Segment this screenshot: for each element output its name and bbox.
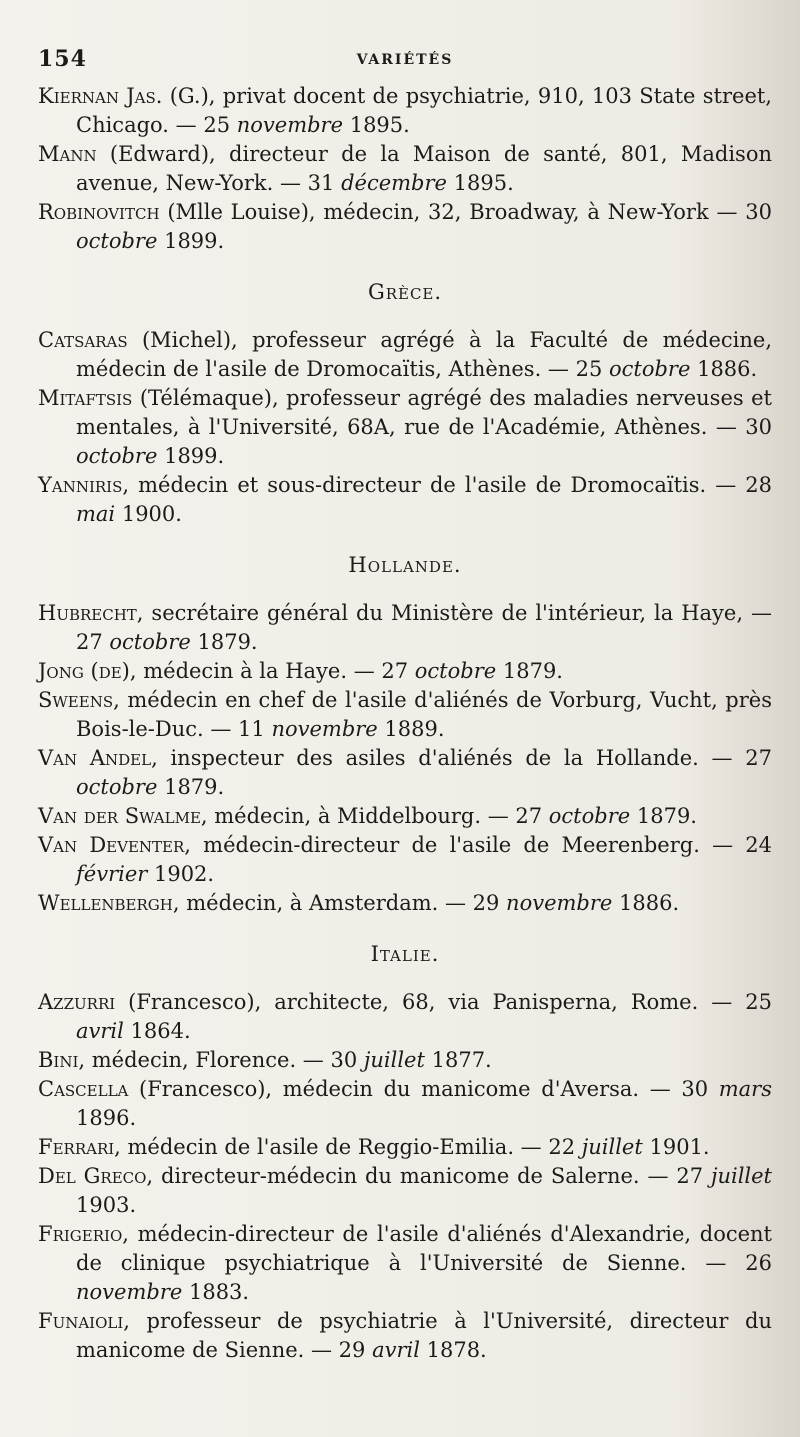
entry-year: 1901. [642,1135,710,1159]
entry-month: février [76,862,148,886]
entry-name: Ferrari [38,1135,115,1159]
entry-text: , médecin-directeur de l'asile d'aliénés d'Alexandrie, docent de clinique psychiatrique à l'Université de Sienne. — 26 [76,1222,772,1275]
entry-year: 1879. [630,804,697,828]
entry-name: Azzurri [38,990,116,1014]
entry-text: , secrétaire général du Ministère de l'intérieur, la Haye, — 27 [76,601,772,654]
entry-name: Mann [38,142,97,166]
entry-text: , inspecteur des asiles d'aliénés de la Hollande. — 27 [151,746,772,770]
entry-month: octobre [76,229,158,253]
entry-year: 1896. [76,1106,137,1130]
entry-year: 1903. [76,1193,137,1217]
directory-entry [38,1133,772,1162]
directory-entry [38,686,772,744]
entry-month: octobre [609,357,691,381]
directory-entry [38,889,772,918]
entry-month: novembre [236,113,344,137]
entry-name: Bini [38,1048,79,1072]
entry-name: Yanniris [38,473,123,497]
entry-year: 1899. [157,444,225,468]
directory-entry [38,384,772,471]
entry-text: , médecin à la Haye. — 27 [129,659,415,683]
entry-year: 1889. [377,717,445,741]
running-head [38,40,772,82]
entry-year: 1886. [612,891,680,915]
directory-entry [38,198,772,256]
entry-text: , médecin en chef de l'asile d'aliénés de Vorburg, Vucht, près Bois-le-Duc. — 11 [76,688,772,741]
entry-name: Cascella [38,1077,129,1101]
directory-entry [38,599,772,657]
entry-year: 1899. [157,229,225,253]
section-spacer [38,918,772,934]
directory-entry [38,802,772,831]
entry-month: novembre [506,891,613,915]
entry-text: , médecin, Florence. — 30 [78,1048,364,1072]
entry-month: octobre [548,804,631,828]
directory-entry [38,82,772,140]
entry-name: Sweens [38,688,114,712]
entry-name: Wellenbergh [38,891,173,915]
directory-listing [38,82,772,1381]
directory-entry [38,326,772,384]
entry-month: novembre [271,717,378,741]
directory-entry [38,831,772,889]
entry-name: Hubrecht [38,601,137,625]
entry-year: 1879. [496,659,563,683]
entry-text: , professeur de psychiatrie à l'Université, directeur du manicome de Sienne. — 29 [76,1309,772,1362]
section-spacer [38,1365,772,1381]
directory-entry [38,471,772,529]
section-spacer [38,256,772,272]
directory-entry [38,140,772,198]
directory-entry [38,657,772,686]
entry-name: Jong (de) [38,659,130,683]
directory-entry [38,1046,772,1075]
entry-month: juillet [710,1164,772,1188]
directory-entry [38,1162,772,1220]
section [38,553,772,934]
entry-year: 1879. [190,630,258,654]
entry-year: 1895. [446,171,514,195]
directory-entry [38,988,772,1046]
entry-text: , médecin, à Middelbourg. — 27 [200,804,549,828]
running-title: VARIÉTÉS [356,52,454,68]
section [38,82,772,272]
entry-year: 1886. [690,357,758,381]
entry-year: 1878. [419,1338,487,1362]
directory-entry [38,744,772,802]
entry-name: Frigerio [38,1222,123,1246]
section-heading: Grèce. [367,280,443,304]
entry-year: 1902. [147,862,215,886]
entry-text: (Edward), directeur de la Maison de santé, 801, Madison avenue, New-York. — 31 [76,142,772,195]
entry-text: , médecin et sous-directeur de l'asile de Dromocaïtis. — 28 [122,473,772,497]
entry-name: Robinovitch [38,200,160,224]
entry-name: Van der Swalme [38,804,201,828]
page-number: 154 [38,46,87,72]
directory-entry [38,1307,772,1365]
entry-month: octobre [76,775,158,799]
entry-month: octobre [109,630,191,654]
entry-month: mai [76,502,116,526]
entry-name: Funaioli [38,1309,124,1333]
entry-name: Van Deventer [38,833,185,857]
entry-text: , directeur-médecin du manicome de Salerne. — 27 [146,1164,711,1188]
entry-year: 1883. [182,1280,250,1304]
entry-text: (Michel), professeur agrégé à la Faculté de médecine, médecin de l'asile de Dromocaïtis, Athènes. — 25 [76,328,772,381]
entry-name: Catsaras [38,328,128,352]
entry-text: (Mlle Louise), médecin, 32, Broadway, à New-York — 30 [159,200,772,224]
entry-month: octobre [414,659,497,683]
entry-year: 1900. [115,502,182,526]
entry-month: octobre [76,444,158,468]
entry-text: , médecin-directeur de l'asile de Meerenberg. — 24 [184,833,773,857]
entry-year: 1864. [123,1019,191,1043]
section [38,942,772,1381]
section [38,280,772,545]
entry-year: 1879. [157,775,225,799]
section-heading: Hollande. [348,553,462,577]
entry-name: Kiernan Jas. [38,84,163,108]
section-spacer [38,529,772,545]
entry-text: (G.), privat docent de psychiatrie, 910, 103 State street, Chicago. — 25 [76,84,772,137]
entry-month: mars [718,1077,772,1101]
entry-text: (Francesco), architecte, 68, via Panisperna, Rome. — 25 [115,990,772,1014]
entry-text: , médecin de l'asile de Reggio-Emilia. — 22 [114,1135,582,1159]
entry-month: avril [76,1019,124,1043]
entry-text: (Télémaque), professeur agrégé des maladies nerveuses et mentales, à l'Université, 68A, rue de l'Académie, Athènes. — 30 [76,386,772,439]
entry-month: avril [372,1338,420,1362]
entry-year: 1895. [343,113,410,137]
entry-month: décembre [341,171,447,195]
entry-name: Van Andel [38,746,152,770]
directory-entry [38,1075,772,1133]
entry-text: , médecin, à Amsterdam. — 29 [172,891,507,915]
directory-entry [38,1220,772,1307]
entry-month: juillet [581,1135,643,1159]
entry-month: novembre [76,1280,183,1304]
entry-text: (Francesco), médecin du manicome d'Aversa. — 30 [128,1077,719,1101]
entry-month: juillet [363,1048,425,1072]
entry-name: Mitaftsis [38,386,133,410]
section-heading: Italie. [370,942,440,966]
entry-name: Del Greco [38,1164,147,1188]
entry-year: 1877. [424,1048,492,1072]
